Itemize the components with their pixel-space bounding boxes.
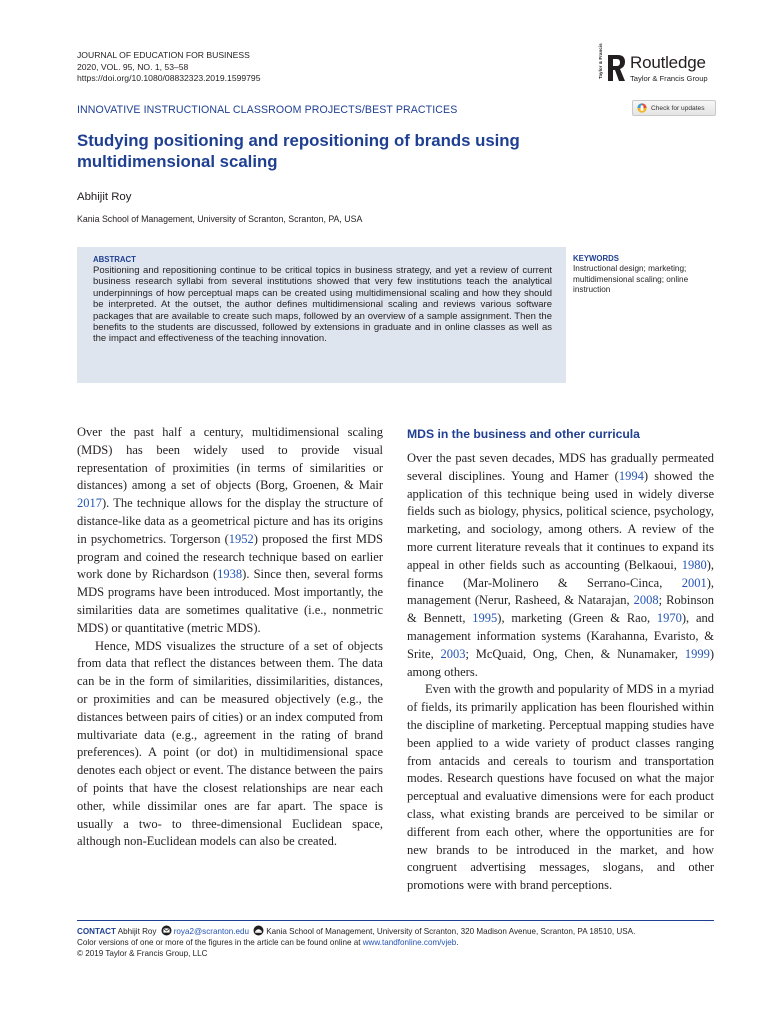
journal-name: JOURNAL OF EDUCATION FOR BUSINESS (77, 50, 250, 60)
color-note-text: Color versions of one or more of the figures in the article can be found online at (77, 938, 363, 948)
citation-link[interactable]: 1999 (684, 646, 710, 661)
keywords-heading: KEYWORDS (573, 254, 619, 263)
citation-link[interactable]: 1994 (618, 468, 644, 483)
citation-link[interactable]: 1970 (656, 611, 682, 626)
check-for-updates-label: Check for updates (651, 104, 705, 112)
paragraph-text: ), finance (Mar-Molinero & Serrano-Cinca, (407, 557, 714, 590)
body-paragraph (407, 681, 714, 895)
publisher-mark-text: Taylor & Francis (598, 43, 603, 79)
paragraph-text: ). The technique allows for the display the structure of distance-like data as a geometrical picture and has its origins in psychometrics. Torgerson ( (77, 496, 383, 546)
body-column-right (407, 424, 714, 912)
journal-issue: 2020, VOL. 95, NO. 1, 53–58 (77, 61, 189, 72)
abstract-heading: ABSTRACT (93, 255, 136, 264)
crossmark-icon (637, 103, 647, 113)
body-column-left (77, 424, 383, 912)
paragraph-text: ), management (Nerur, Rasheed, & Natarajan, (407, 575, 714, 608)
contact-email-link[interactable]: roya2@scranton.edu (173, 927, 249, 936)
contact-line (77, 925, 717, 937)
section-label: INNOVATIVE INSTRUCTIONAL CLASSROOM PROJECTS/BEST PRACTICES (77, 104, 458, 116)
paragraph-text: ) among others. (407, 646, 714, 679)
contact-name: Abhijit Roy (117, 927, 157, 936)
color-note (77, 937, 717, 948)
paragraph-text: Hence, MDS visualizes the structure of a set of objects from data that reflect the distances between them. The data can be in the form of similarities, dissimilarities, distances, or proximities and can be measured objectively (e.g., the distances between pairs of cities) or an index computed from multivariate data (e.g., agreement in the rating of brand preferences). A point (or dot) in multidimensional space denotes each object or event. The distance between the pairs of points that have the closest relationships are near each other, while dissimilar ones are far apart. The space is usually a two- to three-dimensional Euclidean space, although non-Euclidean models can also be created. (77, 638, 383, 849)
section-heading: MDS in the business and other curricula (407, 427, 640, 441)
author-affiliation: Kania School of Management, University of Scranton, Scranton, PA, USA (77, 214, 363, 224)
body-paragraph (77, 424, 383, 638)
check-for-updates-button[interactable] (632, 100, 716, 116)
publisher-group: Taylor & Francis Group (630, 74, 708, 83)
citation-link[interactable]: 1995 (472, 611, 498, 626)
citation-link[interactable]: 2017 (77, 496, 102, 511)
citation-link[interactable]: 2008 (633, 593, 659, 608)
citation-link[interactable]: 2003 (440, 646, 466, 661)
author-name[interactable]: Abhijit Roy (77, 191, 132, 203)
footer-divider (77, 920, 714, 921)
citation-link[interactable]: 1980 (681, 557, 707, 572)
footer (77, 925, 717, 960)
abstract-box (77, 247, 566, 383)
contact-address: Kania School of Management, University of Scranton, 320 Madison Avenue, Scranton, PA 18510, USA. (266, 927, 636, 936)
abstract-text: Positioning and repositioning continue to be critical topics in business strategy, and yet a review of current business research syllabi from several institutions showed that very few institutions teach the analytical underpinnings of how perceptual maps can be created using multidimensional scaling and how they should be interpreted. At the outset, the author defines multidimensional scaling and reviews various software packages that are available to create such maps, followed by an overview of a sample assignment. Then the benefits to the students are discussed, followed by extensions in graduate and in online classes as well as the impact and effectiveness of the teaching innovation. (93, 265, 552, 345)
paragraph-text: ; McQuaid, Ong, Chen, & Nunamaker, (465, 646, 685, 661)
journal-website-link[interactable]: www.tandfonline.com/vjeb (362, 938, 457, 948)
citation-link[interactable]: 1938 (217, 567, 243, 582)
paragraph-text: ; Robinson & Bennett, (407, 593, 714, 626)
paragraph-text: Even with the growth and popularity of MDS in a myriad of fields, its primarily application has been flourished within the discipline of marketing. Perceptual mapping studies have been applied to a wide variety of product classes ranging from antacids and cereals to tourism and transportation modes. Research questions have focused on what the major perceptual and evaluative dimensions were for each product class, what existing brands are perceived to be similar or different from each other, where the opportunities are for new brands to be introduced in the market, and how congruent advertising messages, slogans, and other promotions were with brand perceptions. (407, 682, 714, 893)
paragraph-text: ), marketing (Green & Rao, (497, 611, 657, 626)
publisher-logo (598, 43, 718, 91)
email-icon (161, 925, 172, 936)
envelope-icon (253, 925, 264, 936)
citation-link[interactable]: 2001 (681, 575, 707, 590)
paragraph-text: Over the past seven decades, MDS has gradually permeated several disciplines. Young and Hamer ( (407, 451, 714, 483)
body-paragraph (77, 638, 383, 852)
copyright: © 2019 Taylor & Francis Group, LLC (77, 949, 208, 959)
keywords-text: Instructional design; marketing; multidimensional scaling; online instruction (573, 264, 689, 295)
keywords-block (573, 254, 721, 296)
doi-link[interactable]: https://doi.org/10.1080/08832323.2019.1599795 (77, 73, 261, 84)
article-title: Studying positioning and repositioning of brands using multidimensional scaling (77, 131, 520, 171)
paragraph-text: ), and management information systems (Karahanna, Evaristo, & Srite, (407, 611, 714, 661)
body-paragraph (407, 450, 714, 681)
paragraph-text: ) showed the application of this technique being used in widely diverse fields such as biology, physics, political science, psychology, marketing, and sociology, among others. A review of the more current literature reveals that it continues to expand its appeal in other fields such as accounting (Belkaoui, (407, 468, 714, 572)
journal-header (77, 50, 261, 85)
paragraph-text: ) proposed the first MDS program and coined the research technique based on earlier work done by Richardson ( (77, 531, 383, 582)
publisher-name: Routledge (630, 53, 706, 72)
routledge-logo-icon (606, 53, 626, 83)
color-note-suffix: . (456, 938, 459, 948)
citation-link[interactable]: 1952 (228, 531, 254, 546)
paragraph-text: Over the past half a century, multidimensional scaling (MDS) has been widely used to provide visual representation of proximities (in terms of similarities or distances) among a set of objects (Borg, Groenen, & Mair (77, 425, 383, 493)
paragraph-text: ). Since then, several forms MDS programs have been introduced. Most importantly, the similarities data are sometimes qualitative (i.e., nonmetric MDS) or quantitative (metric MDS). (77, 567, 383, 635)
contact-label: CONTACT (77, 927, 116, 936)
